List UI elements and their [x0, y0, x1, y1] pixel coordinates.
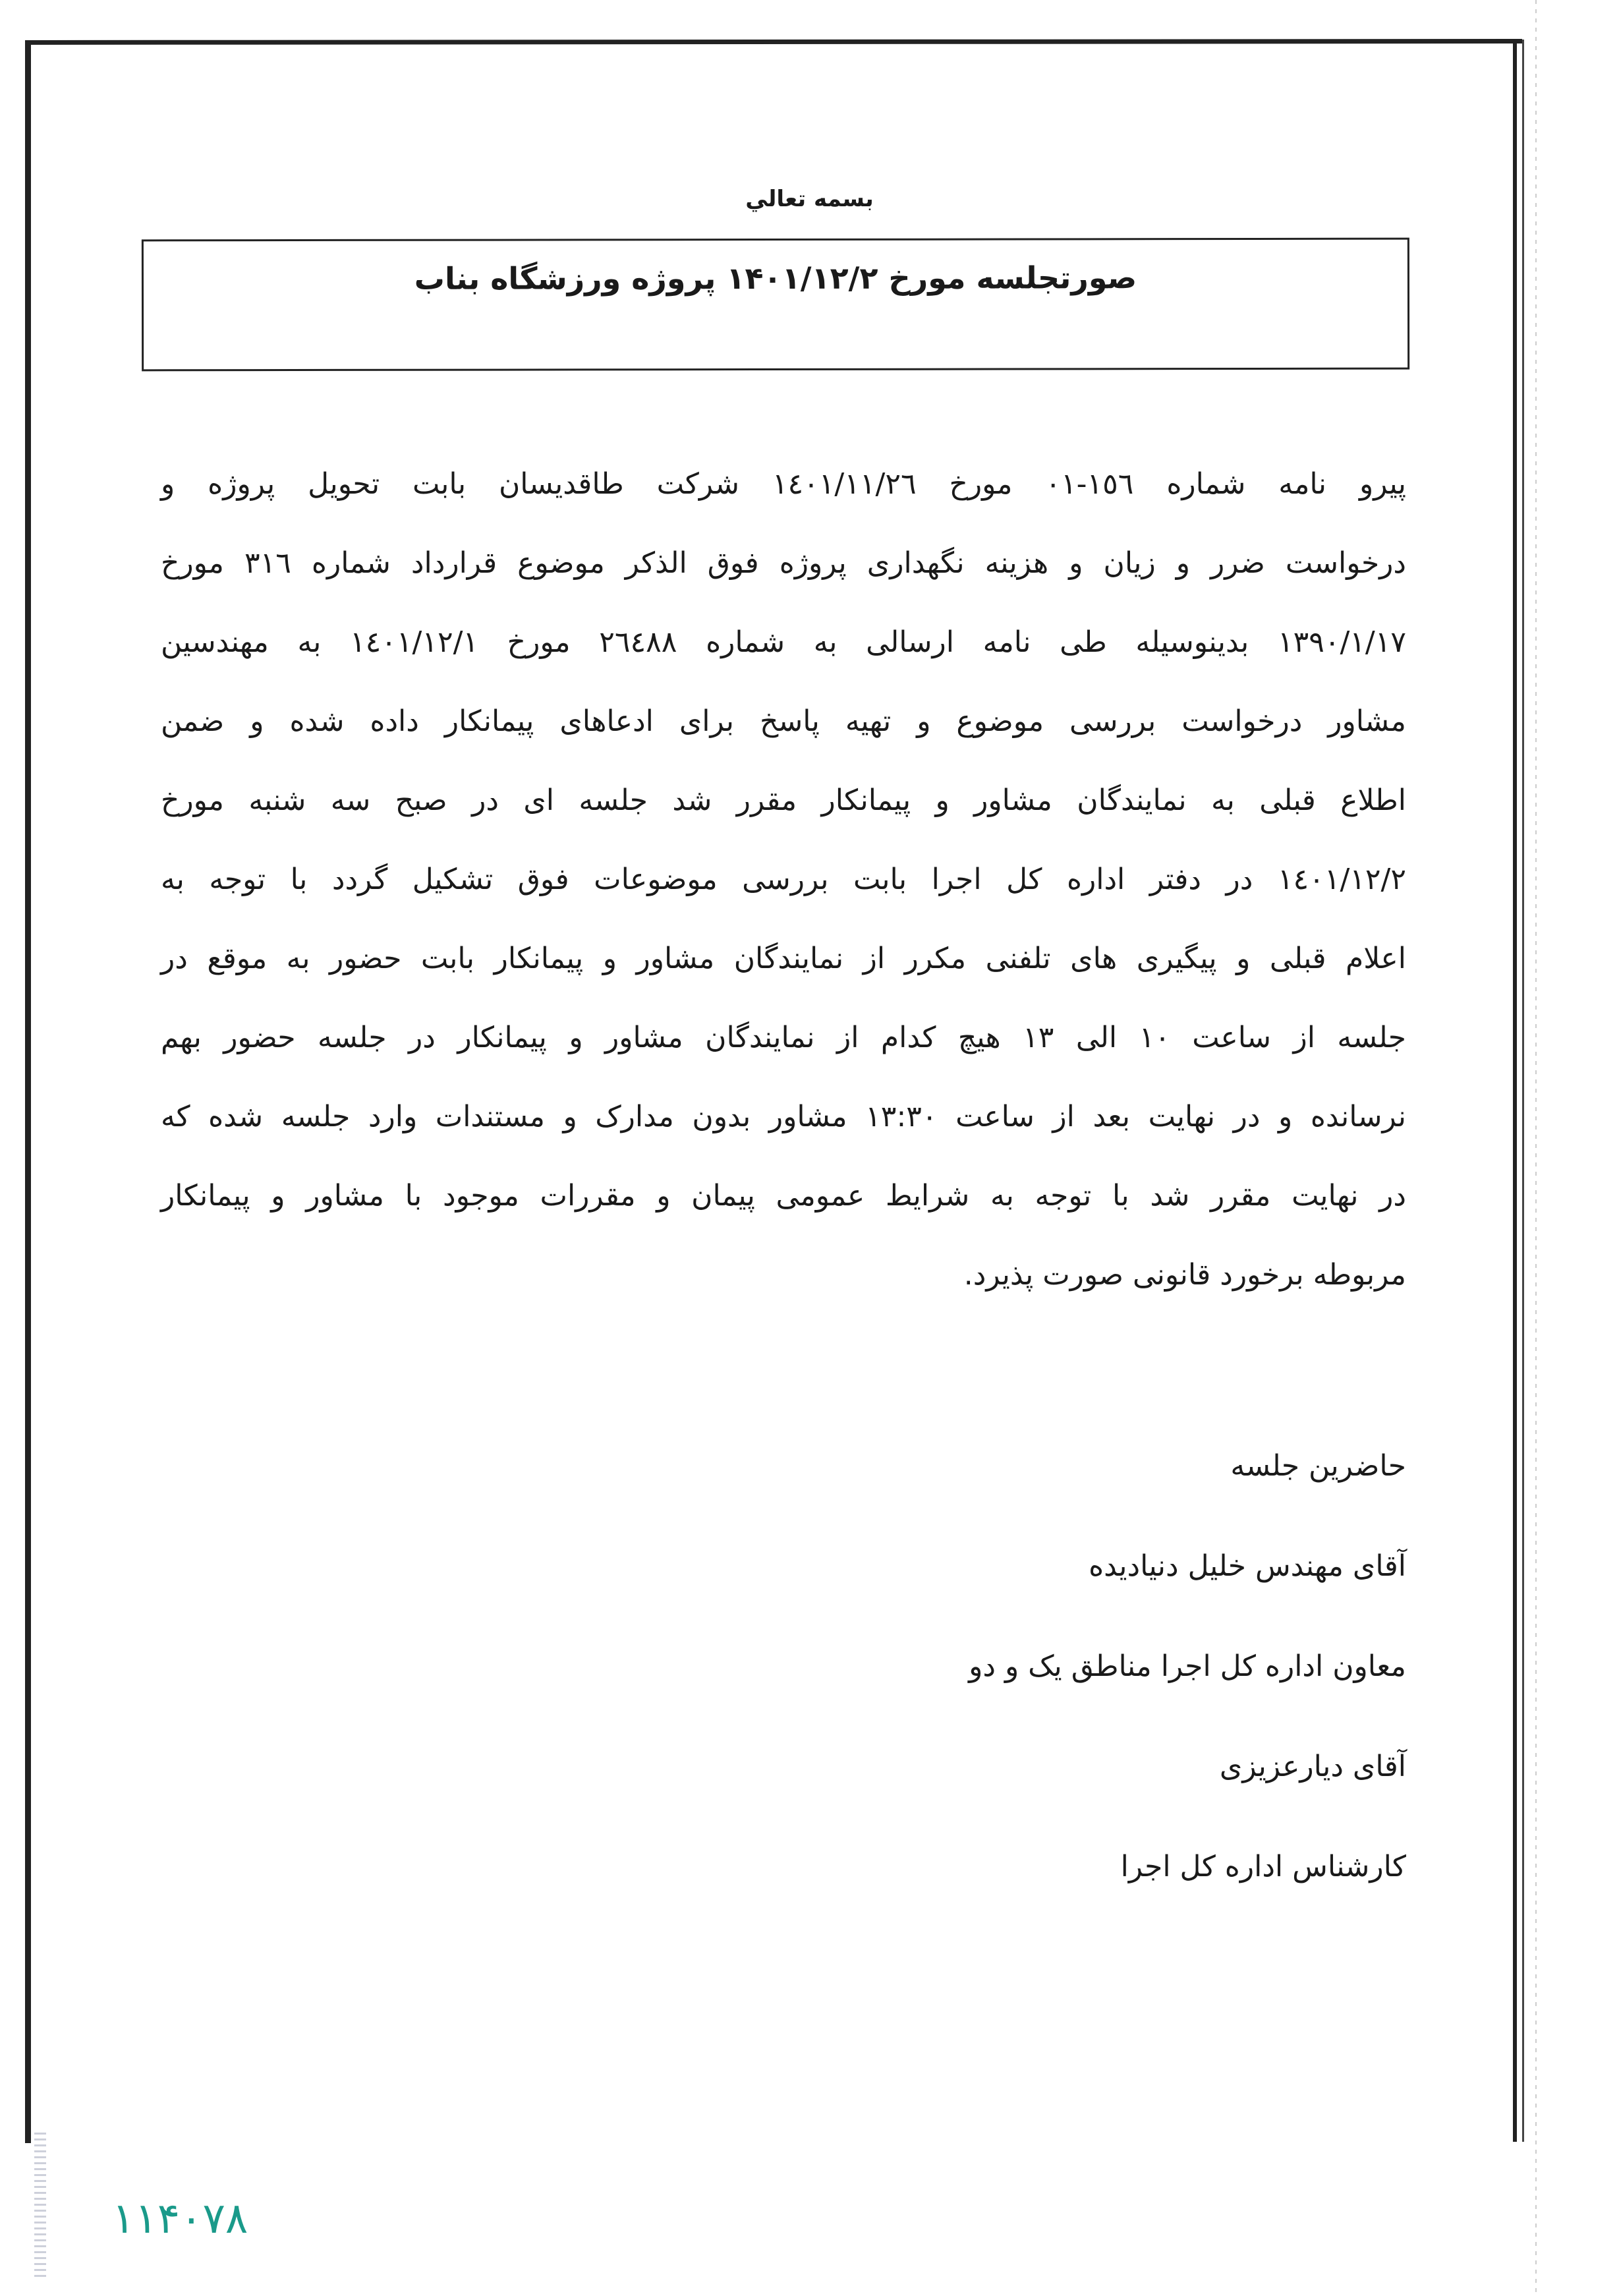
invocation-heading: بسمه تعالي — [745, 186, 874, 212]
body-line: پیرو نامه شماره ١٥٦-٠١ مورخ ١٤٠١/١١/٢٦ شرکت طاقدیسان بابت تحویل پروژه و — [161, 467, 1407, 501]
body-line: اطلاع قبلی به نمایندگان مشاور و پیمانکار مقرر شد جلسه ای در صبح سه شنبه مورخ — [161, 784, 1406, 817]
attendee-role: معاون اداره کل اجرا مناطق یک و دو — [969, 1650, 1406, 1683]
page-frame-right — [1513, 40, 1517, 2142]
body-line: درخواست ضرر و زیان و هزینه نگهداری پروژه فوق الذکر موضوع قرارداد شماره ٣١٦ مورخ — [161, 546, 1406, 580]
title-box — [142, 238, 1409, 372]
page-frame-left — [25, 41, 31, 2143]
body-line: جلسه از ساعت ١٠ الی ١٣ هیچ کدام از نمایندگان مشاور و پیمانکار در جلسه حضور بهم — [161, 1021, 1406, 1054]
attendee-role: کارشناس اداره کل اجرا — [1120, 1850, 1406, 1883]
body-line: مربوطه برخورد قانونی صورت پذیرد. — [963, 1258, 1406, 1292]
attendee-name: آقای دیارعزیزی — [1219, 1750, 1406, 1783]
attendees-heading: حاضرین جلسه — [1230, 1449, 1406, 1483]
body-line: نرسانده و در نهایت بعد از ساعت ١٣:٣٠ مشاور بدون مدارک و مستندات وارد جلسه شده که — [161, 1100, 1407, 1134]
body-line: ١٤٠١/١٢/٢ در دفتر اداره کل اجرا بابت بررسی موضوعات فوق تشکیل گردد با توجه به — [161, 863, 1406, 896]
document-title: صورتجلسه مورخ ۱۴۰۱/۱۲/۲ پروژه ورزشگاه بناب — [414, 260, 1137, 297]
body-line: در نهایت مقرر شد با توجه به شرایط عمومی پیمان و مقررات موجود با مشاور و پیمانکار — [161, 1179, 1406, 1213]
body-line: ١٣٩٠/١/١٧ بدینوسیله طی نامه ارسالی به شماره ٢٦٤٨٨ مورخ ١٤٠١/١٢/١ به مهندسین — [161, 625, 1407, 659]
page-frame-right-inner — [1522, 40, 1524, 2142]
scan-edge-artifact — [1535, 0, 1537, 2296]
page-frame-top — [25, 39, 1522, 45]
scan-left-artifact — [34, 2133, 46, 2278]
body-line: اعلام قبلی و پیگیری های تلفنی مکرر از نمایندگان مشاور و پیمانکار بابت حضور به موقع در — [161, 942, 1406, 975]
attendee-name: آقای مهندس خلیل دنیادیده — [1089, 1549, 1406, 1583]
handwritten-reference-number: ١١۴٠٧٨ — [112, 2195, 248, 2243]
body-line: مشاور درخواست بررسی موضوع و تهیه پاسخ برای ادعاهای پیمانکار داده شده و ضمن — [161, 704, 1406, 738]
attendees-section — [161, 1437, 1406, 1937]
minutes-body — [161, 455, 1406, 1325]
